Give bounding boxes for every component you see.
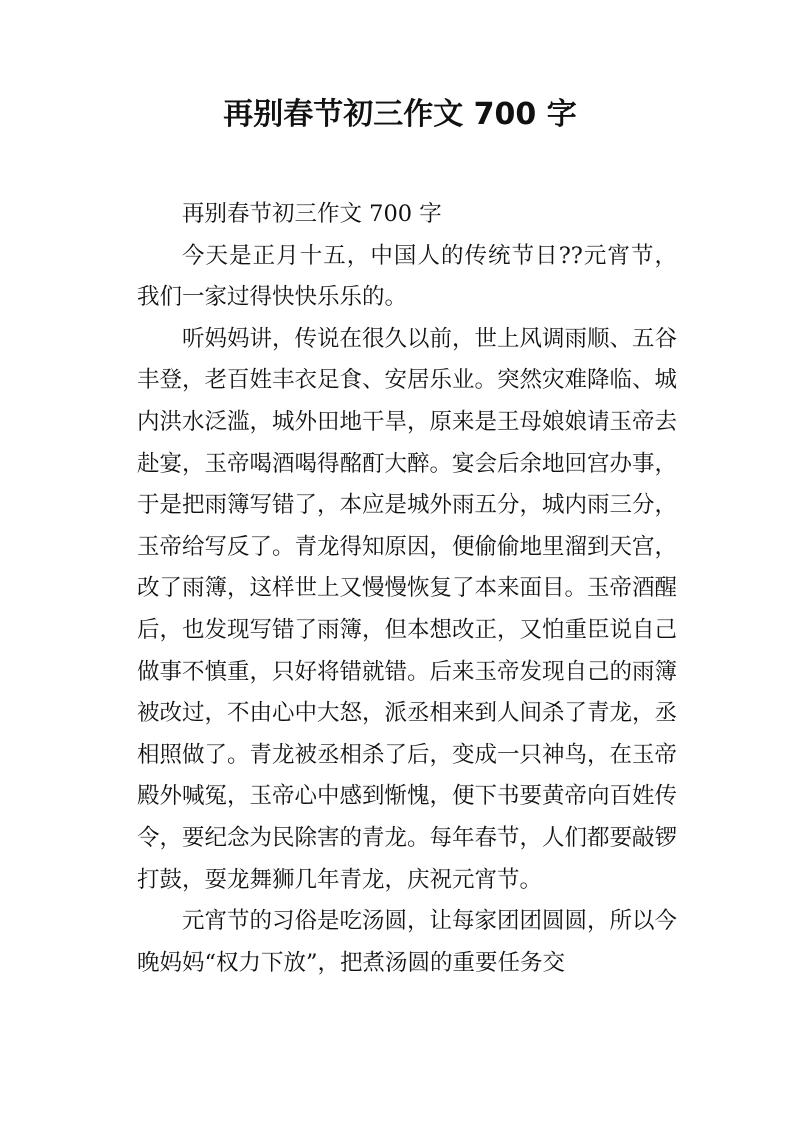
paragraph-intro: 今天是正月十五，中国人的传统节日??元宵节，我们一家过得快快乐乐的。 [137,242,677,311]
paragraph-custom: 元宵节的习俗是吃汤圆，让每家团团圆圆，所以今晚妈妈“权力下放”，把煮汤圆的重要任务交 [137,908,678,976]
document-title: 再别春节初三作文 700 字 [223,97,577,132]
document-body [137,194,677,984]
paragraph-legend: 听妈妈讲，传说在很久以前，世上风调雨顺、五谷丰登，老百姓丰衣足食、安居乐业。突然灾难降临、城内洪水泛滥，城外田地干旱，原来是王母娘娘请玉帝去赴宴，玉帝喝酒喝得酩酊大醉。宴会后余地回宫办事，于是把雨簿写错了，本应是城外雨五分，城内雨三分，玉帝给写反了。青龙得知原因，便偷偷地里溜到天宫，改了雨簿，这样世上又慢慢恢复了本来面目。玉帝酒醒后，也发现写错了雨簿，但本想改正，又怕重臣说自己做事不慎重，只好将错就错。后来玉帝发现自己的雨簿被改过，不由心中大怒，派丞相来到人间杀了青龙，丞相照做了。青龙被丞相杀了后，变成一只神鸟，在玉帝殿外喊冤，玉帝心中感到惭愧，便下书要黄帝向百姓传令，要纪念为民除害的青龙。每年春节，人们都要敲锣打鼓，耍龙舞狮几年青龙，庆祝元宵节。 [137,325,678,893]
paragraph-subtitle: 再别春节初三作文 700 字 [182,201,442,227]
